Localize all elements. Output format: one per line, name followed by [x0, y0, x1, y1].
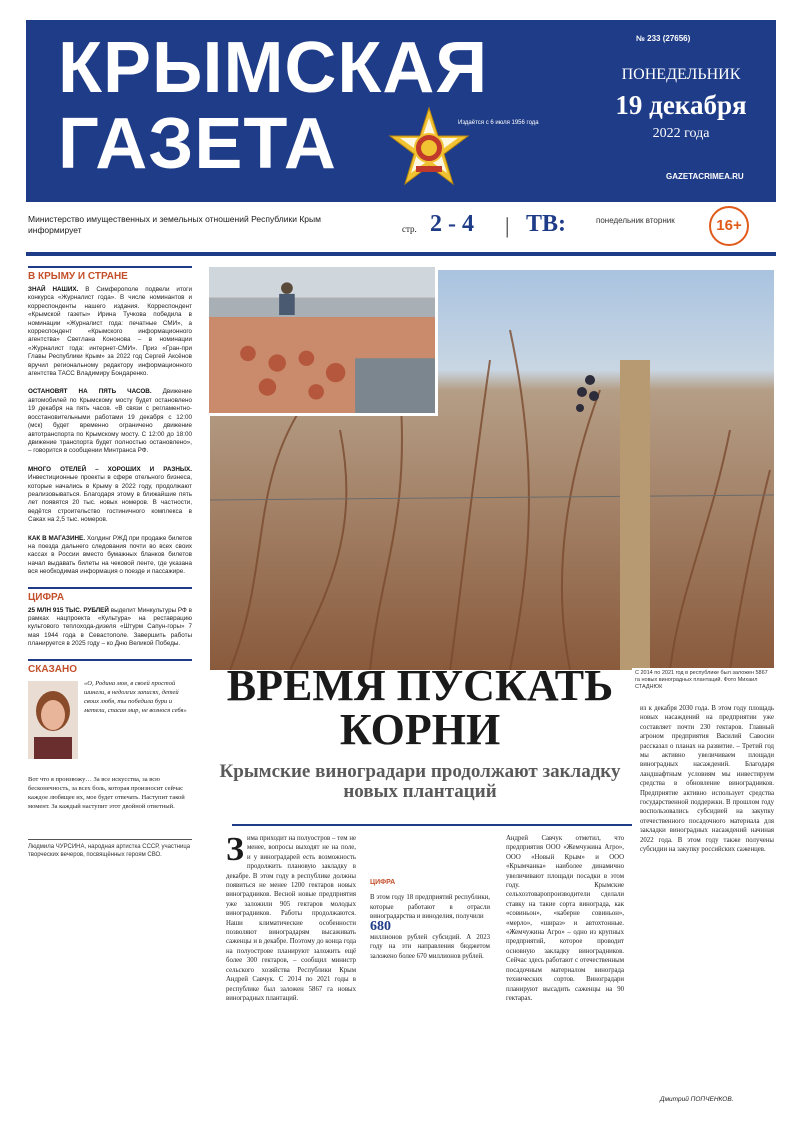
day-of-week: ПОНЕДЕЛЬНИК: [621, 66, 741, 83]
pages-range: 2 - 4: [430, 211, 474, 237]
website-link[interactable]: GAZETACRIMEA.RU: [666, 172, 744, 181]
article-column-4: [640, 704, 774, 855]
news-lead: КАК В МАГАЗИНЕ.: [28, 534, 85, 542]
news-lead: МНОГО ОТЕЛЕЙ – ХОРОШИХ И РАЗНЫХ.: [28, 465, 192, 473]
issue-date: 19 декабря: [615, 90, 747, 120]
news-item: [28, 535, 192, 577]
portrait-image: [28, 681, 78, 759]
separator: |: [505, 213, 510, 238]
news-body: В Симферополе подвели итоги конкурса «Журналист года». В числе номинантов и корреспонденты нашего издания. Корреспондент «Крымской газеты» Ирина Тучкова победила в номинации «Журналист года: печатные СМИ», а корреспондент «Крымского информационного агентства» Светлана Кононова – в номинации «Журналист года: интернет-СМИ». Приз «Гран-при Главы Республики Крым» за 2022 год Сергей Аксёнов вручил региональному редактору информационного агентства ТАСС Владимиру Бондаренко.: [28, 286, 192, 378]
news-item: [28, 388, 192, 455]
newspaper-title-line2: ГАЗЕТА: [58, 104, 337, 184]
figure-box-text-2: миллионов рублей субсидий. А 2023 году на эти направления бюджетом заложено более 670 миллионов рублей.: [370, 934, 490, 960]
news-body: Движение автомобилей по Крымскому мосту будет остановлено 19 декабря на пять часов. «В связи с регламентно-восстановительными работами 19 декабря с 12:00 (мск) будет временно ограничено движение автотранспорта по Крымскому мосту. С 12:00 до 18:00 движение транспорта будет полностью остановлено», – говорится в сообщении Минтранса РФ.: [28, 388, 192, 455]
issue-year: 2022 года: [652, 126, 710, 141]
article-headline: ВРЕМЯ ПУСКАТЬ КОРНИ: [226, 661, 614, 754]
news-lead: ЗНАЙ НАШИХ.: [28, 286, 79, 293]
figure-item: [28, 607, 192, 649]
pages-label: стр.: [402, 224, 417, 234]
since-note: Издаётся с 6 июля 1956 года: [458, 120, 539, 126]
article-subheadline: Крымские виноградари продолжают закладку новых плантаций: [219, 761, 621, 802]
figure-lead: 25 МЛН 915 ТЫС. РУБЛЕЙ: [28, 606, 109, 614]
ministry-info: Министерство имущественных и земельных отношений Республики Крым информирует: [28, 214, 321, 235]
article-column-3: [506, 834, 624, 1003]
figure-body: выделит Минкультуры РФ в рамках нацпроекта «Культура» на реставрацию культового теплохода-дизеля «Штурм Сапун-горы» 7 мая 1944 года в Севастополе. Завершить работы планируется в 2025 году – ко Дню Великой Победы.: [28, 606, 193, 648]
drop-cap: З: [226, 831, 244, 868]
quote-verse: «О, Родина моя, в своей простой шинели, в недолгих записях, детей своих любя, ты победила бури и метели, спасая мир, не вознося себя»: [84, 679, 187, 714]
issue-number: № 233 (27656): [636, 34, 691, 43]
news-sidebar: [28, 266, 192, 859]
divider: [26, 252, 776, 256]
news-lead: ОСТАНОВЯТ НА ПЯТЬ ЧАСОВ.: [28, 388, 152, 396]
article-column-1: [226, 831, 356, 1003]
figure-box-text: В этом году 18 предприятий республики, которые работают в отрасли виноградарства и виноделия, получили: [370, 894, 490, 921]
news-item: [28, 466, 192, 525]
tv-label: ТВ:: [526, 211, 567, 237]
newspaper-title-line1: КРЫМСКАЯ: [58, 28, 489, 108]
section-title-figure: ЦИФРА: [28, 587, 192, 603]
photo-caption: С 2014 по 2021 год в республике был заложен 5867 га новых виноградных плантаций. Фото Михаил СТАДНЮК: [632, 668, 774, 693]
figure-box-title: ЦИФРА: [370, 879, 396, 886]
article-text: има приходит на полуостров – тем не менее, вопросы выходят не на поле, и у виноградарей есть возможность продолжить плановую закладку в декабре. В этом году в республике должны появиться не менее 1200 гектаров новых виноградников. Весной новые предприятия уже заложили 905 гектаров молодых виноградников. Работы продолжаются. Наши климатические особенности позволяют виноградарям высаживать саженцы и в декабре. Поэтому до конца года на полуострове планируют заложить ещё более 300 гектаров, – сообщил министр сельского хозяйства Республики Крым Андрей Савчук. С 2014 по 2021 годы в республике был заложен 5867 га новых виноградных плантаций.: [226, 835, 356, 1002]
author-portrait: [28, 681, 78, 759]
article-figure-box: [370, 878, 490, 961]
news-body: Инвестиционные проекты в сфере отельного бизнеса, которые начались в Крыму в 2022 году, продолжают реализовываться. Благодаря этому в ближайшие пять лет появятся 20 тыс. новых номеров. В частности, ведётся строительство гостиничного комплекса в Саках на 2,5 тыс. номеров.: [28, 474, 192, 524]
quote-author: Людмила ЧУРСИНА, народная артистка СССР, участница творческих вечеров, посвящённых героям СВО.: [28, 839, 192, 859]
tv-days: понедельник вторник: [596, 216, 675, 225]
article-author: Дмитрий ПОПЧЕНКОВ.: [660, 1096, 734, 1103]
quote-text: Вот что я произвожу… За все искусства, за всю бесконечность, за всех боль, которая произносит сейчас каждое любящее их, мое будет отвечать. Наступит такой момент. За каждый наступит этот двойной ответный.: [28, 775, 185, 810]
news-body: Холдинг РЖД при продаже билетов на поезда дальнего следования почти во всех своих кассах в России вместо бумажных бланков билетов начал выдавать билеты на чековой ленте, где указана вся необходимая информация о поезде и пассажире.: [28, 534, 193, 576]
section-title-news: В КРЫМУ И СТРАНЕ: [28, 266, 192, 282]
divider: [232, 824, 632, 826]
order-emblem-icon: [386, 106, 472, 192]
news-item: [28, 286, 192, 378]
planting-photo: [206, 264, 438, 416]
masthead: [26, 20, 776, 202]
article-text: из к декабря 2030 года. В этом году площадь новых насаждений на предприятии уже составляет почти 230 гектаров. Главный агроном предприятия Василий Савосин рассказал о планах на развитие. – Третий год мы активно увеличиваем площади виноградных насаждений. Благодаря ландшафтным условиям мы инвестируем средства в обновление виноградников. Предприятие активно использует средства государственной поддержки. В прошлом году воспользовались субсидией на закупку отечественного посадочного материала для закладки виноградных насаждений начиная 2022 года. В этом году также получены субсидии на закупку российских саженцев.: [640, 705, 774, 854]
quote-block: [28, 679, 192, 839]
age-rating-badge: 16+: [709, 206, 749, 246]
figure-box-number: 680: [370, 918, 391, 934]
section-title-quote: СКАЗАНО: [28, 659, 192, 675]
article-text: Андрей Савчук отметил, что предприятия ООО «Жемчужина Агро», ООО «Новый Крым» и ООО «Крымчанка» наиболее динамично увеличивают площади посадки в этом году. Крымские сельхозтоваропроизводители сделали ставку на такие сорта винограда, как «совиньон», «каберне совиньон», «мерло», «шираз» и автохтонные. «Жемчужина Агро» – одно из крупных предприятий, которое проводит основную закладку виноградников. Сейчас здесь работают с отечественным посадочным материалом винограда технических сортов. Виноградари планируют высадить саженцы на 90 гектарах.: [506, 835, 624, 1002]
